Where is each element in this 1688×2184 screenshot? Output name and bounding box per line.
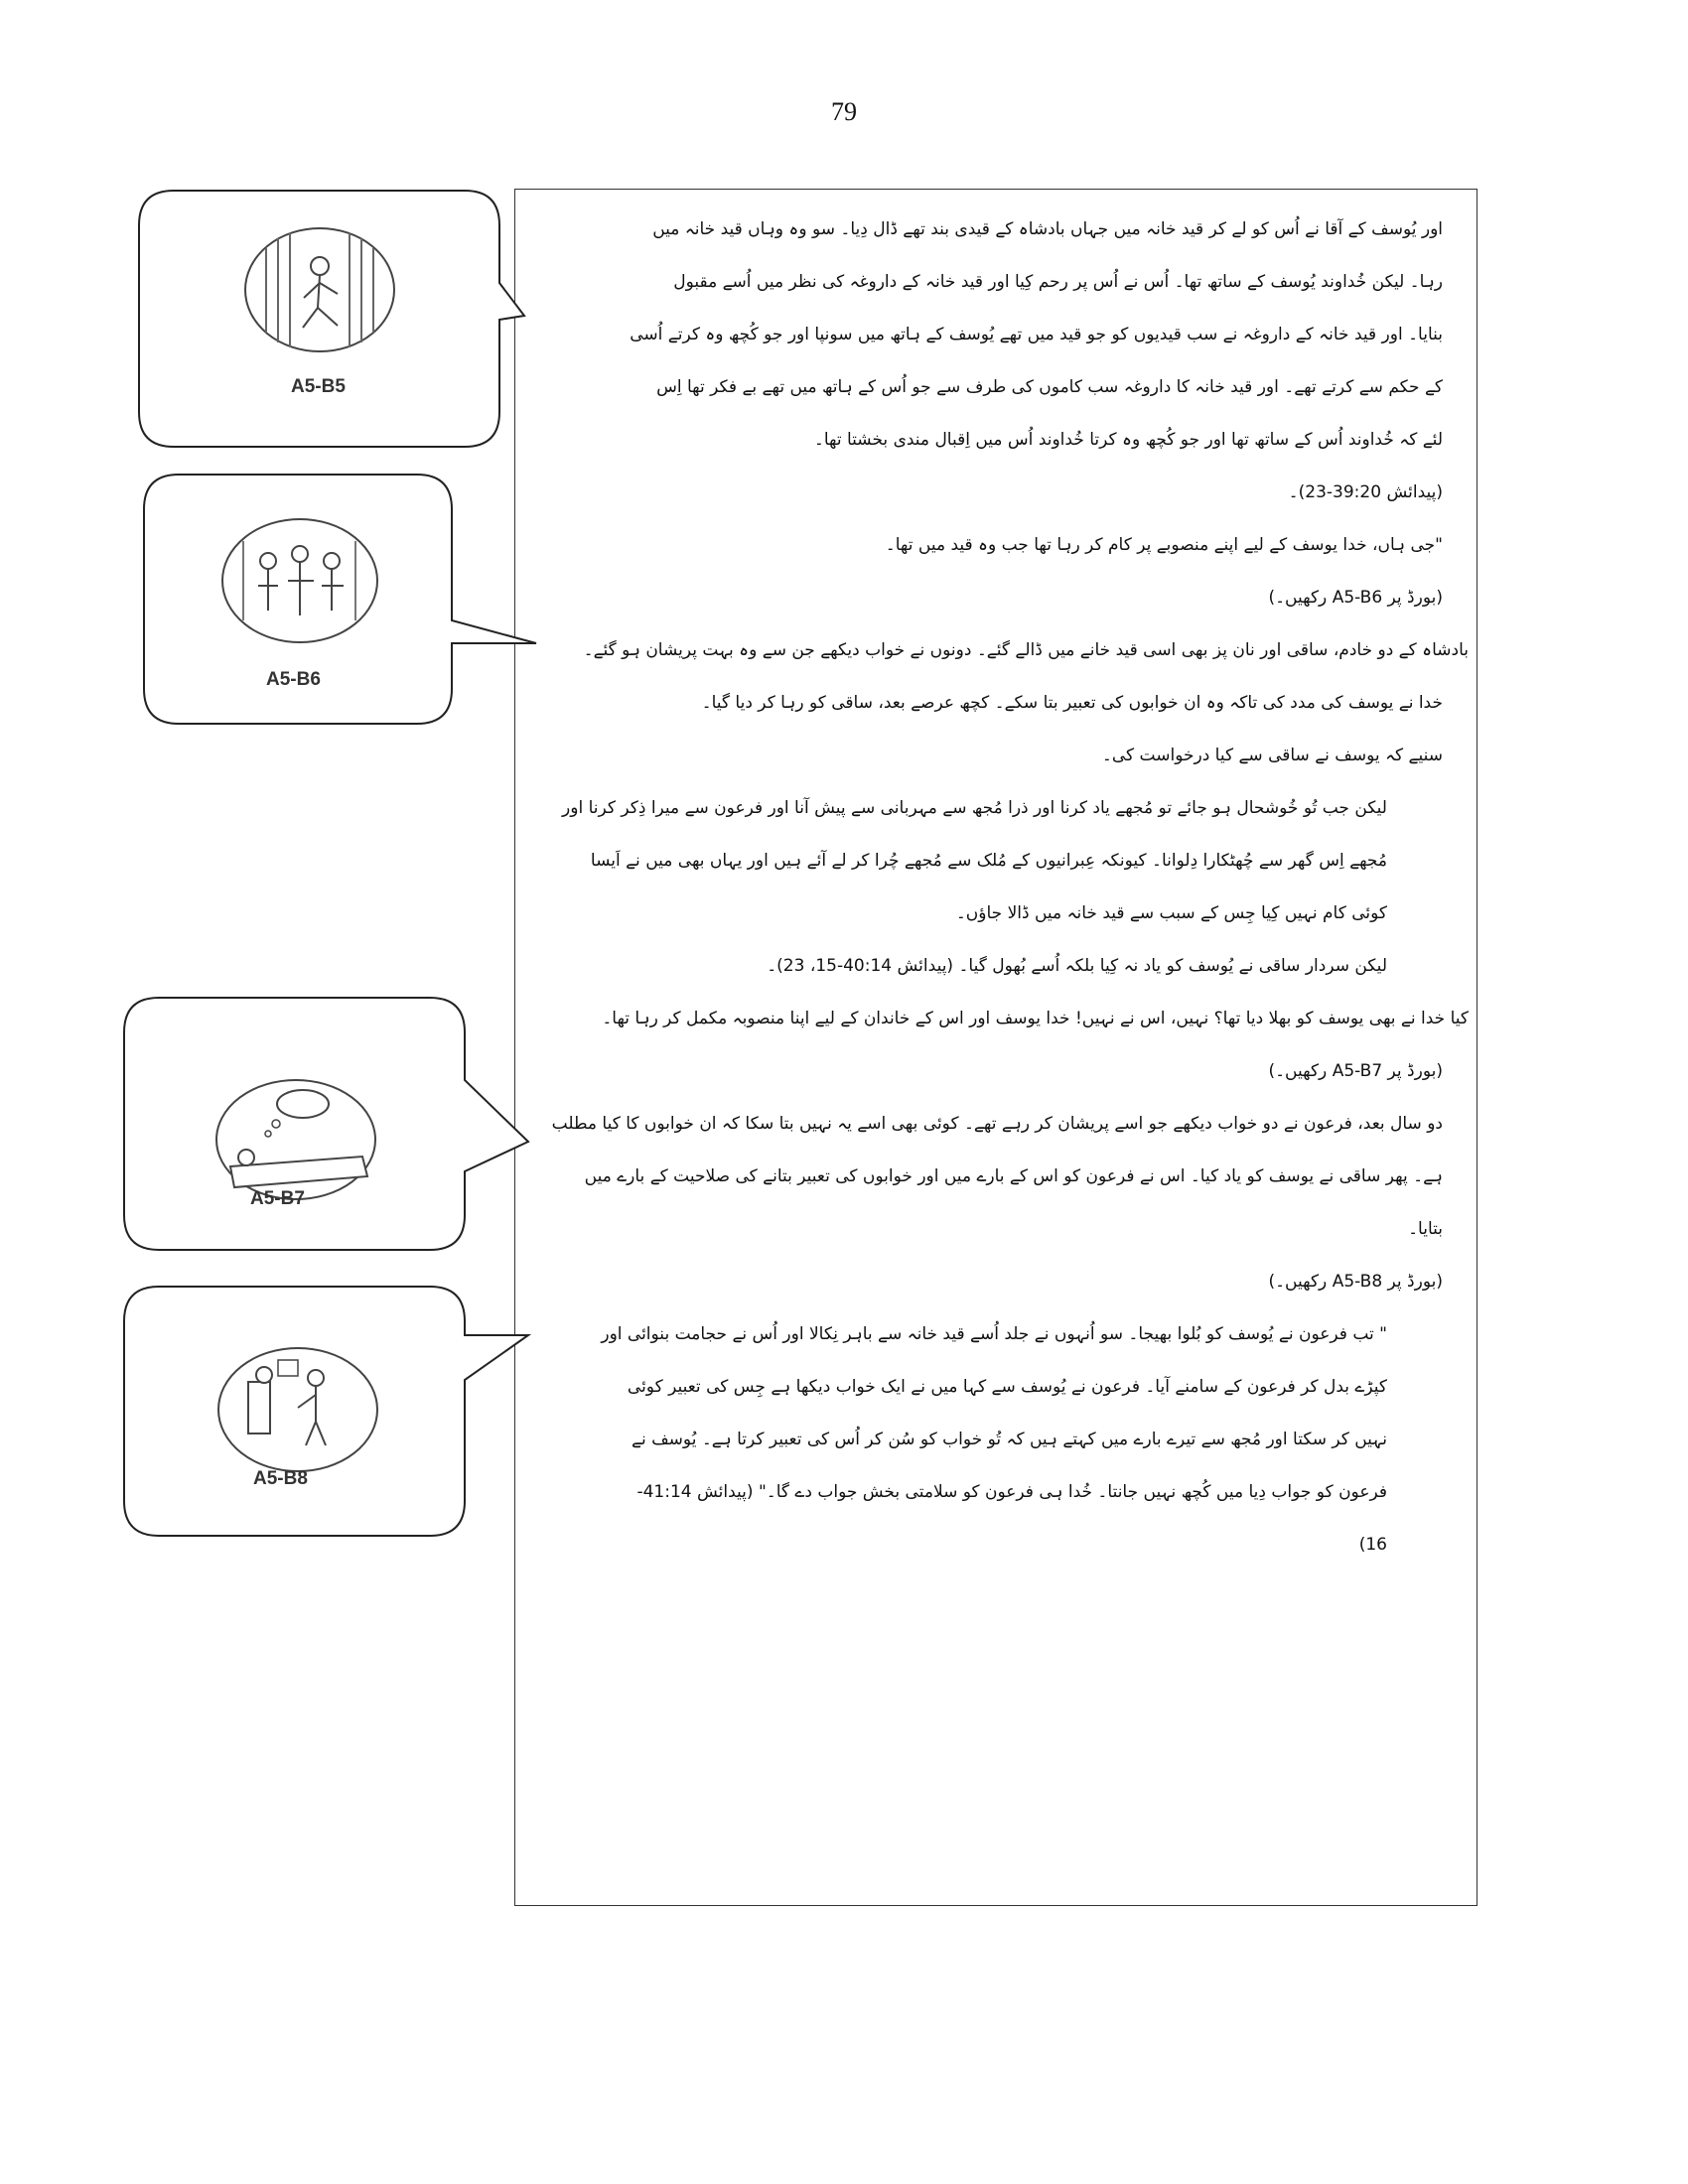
dreaming-sleeper-icon [216, 1080, 375, 1199]
picture-label: A5-B7 [250, 1188, 305, 1209]
picture-bubble-a5-b8 [124, 1287, 528, 1536]
paragraph-line: "جی ہاں، خدا یوسف کے لیے اپنے منصوبے پر کام کر رہا تھا جب وہ قید میں تھا۔ [885, 535, 1443, 555]
board-instruction: (بورڈ پر A5-B7 رکھیں۔) [1268, 1061, 1443, 1081]
paragraph-line: بادشاہ کے دو خادم، ساقی اور نان پز بھی اسی قید خانے میں ڈالے گئے۔ دونوں نے خواب دیکھے جن سے وہ بہت پریشان ہو گئے۔ [583, 640, 1469, 660]
paragraph-line: کیا خدا نے بھی یوسف کو بھلا دیا تھا؟ نہیں، اس نے نہیں! خدا یوسف اور اس کے خاندان کے لیے اپنا منصوبہ مکمل کر رہا تھا۔ [602, 1009, 1469, 1028]
paragraph-line: سنیے کہ یوسف نے ساقی سے کیا درخواست کی۔ [1101, 746, 1443, 765]
prison-cell-icon [245, 228, 394, 351]
picture-bubble-a5-b5 [139, 191, 524, 447]
paragraph-line: خدا نے یوسف کی مدد کی تاکہ وہ ان خوابوں کی تعبیر بتا سکے۔ کچھ عرصے بعد، ساقی کو رہا کر دیا گیا۔ [701, 693, 1443, 713]
page-number: 79 [831, 97, 857, 126]
paragraph-line: بنایا۔ اور قید خانہ کے داروغہ نے سب قیدیوں کو جو قید میں تھے یُوسف کے ہاتھ میں سونپا اور جو کُچھ وہ کرتے اُسی [630, 325, 1443, 344]
paragraph-line: ہے۔ پھر ساقی نے یوسف کو یاد کیا۔ اس نے فرعون کو اس کے بارے میں اور خوابوں کی تعبیر بتانے کی صلاحیت کے بارے میں [584, 1166, 1443, 1186]
picture-bubble-a5-b6 [144, 475, 536, 724]
quote-line: کپڑے بدل کر فرعون کے سامنے آیا۔ فرعون نے یُوسف سے کہا میں نے ایک خواب دیکھا ہے جِس کی تعبیر کوئی [627, 1377, 1387, 1397]
quote-line: " تب فرعون نے یُوسف کو بُلوا بھیجا۔ سو اُنہوں نے جلد اُسے قید خانہ سے باہر نِکالا اور اُس نے حجامت بنوائی اور [601, 1324, 1387, 1344]
picture-bubble-a5-b7 [124, 998, 528, 1250]
paragraph-line: لئے کہ خُداوند اُس کے ساتھ تھا اور جو کُچھ وہ کرتا خُداوند اُس میں اِقبال مندی بخشتا تھا۔ [813, 430, 1443, 450]
picture-label: A5-B8 [253, 1468, 308, 1489]
quote-line: نہیں کر سکتا اور مُجھ سے تیرے بارے میں کہتے ہیں کہ تُو خواب کو سُن کر اُس کی تعبیر کرتا ہے۔ یُوسف نے [631, 1430, 1387, 1449]
prisoners-group-icon [222, 519, 377, 642]
quote-line: لیکن جب تُو خُوشحال ہو جائے تو مُجھے یاد کرنا اور ذرا مُجھ سے مہربانی سے پیش آنا اور فرعون سے میرا ذِکر کرنا اور [562, 798, 1387, 818]
board-instruction: (بورڈ پر A5-B6 رکھیں۔) [1268, 588, 1443, 608]
quote-line: کوئی کام نہیں کِیا جِس کے سبب سے قید خانہ میں ڈالا جاؤں۔ [955, 903, 1387, 923]
paragraph-line: اور یُوسف کے آقا نے اُس کو لے کر قید خانہ میں جہاں بادشاہ کے قیدی بند تھے ڈال دِیا۔ سو وہ وہاں قید خانہ میں [652, 219, 1443, 239]
paragraph-line: کے حکم سے کرتے تھے۔ اور قید خانہ کا داروغہ سب کاموں کی طرف سے جو اُس کے ہاتھ میں تھے بے فکر تھا اِس [656, 377, 1443, 397]
scripture-reference: 16) [1358, 1535, 1387, 1555]
pharaoh-throne-icon [218, 1348, 377, 1471]
paragraph-line: بتایا۔ [1408, 1219, 1443, 1239]
picture-label: A5-B6 [266, 669, 321, 690]
quote-line: مُجھے اِس گھر سے چُھٹکارا دِلوانا۔ کیونکہ عِبرانیوں کے مُلک سے مُجھے چُرا کر لے آئے ہیں اور یہاں بھی میں نے اَیسا [590, 851, 1387, 871]
scripture-reference: (پیدائش 39:20-23)۔ [1288, 482, 1443, 502]
quote-line: لیکن سردار ساقی نے یُوسف کو یاد نہ کِیا بلکہ اُسے بُھول گیا۔ (پیدائش 40:14-15، 23)۔ [767, 956, 1387, 976]
paragraph-line: رہا۔ لیکن خُداوند یُوسف کے ساتھ تھا۔ اُس نے اُس پر رحم کِیا اور قید خانہ کے داروغہ کی نظر میں اُسے مقبول [673, 272, 1443, 292]
board-instruction: (بورڈ پر A5-B8 رکھیں۔) [1268, 1272, 1443, 1292]
picture-label: A5-B5 [291, 376, 346, 397]
quote-line: فرعون کو جواب دِیا میں کُچھ نہیں جانتا۔ خُدا ہی فرعون کو سلامتی بخش جواب دے گا۔" (پیدائش 41:14- [636, 1482, 1387, 1502]
paragraph-line: دو سال بعد، فرعون نے دو خواب دیکھے جو اسے پریشان کر رہے تھے۔ کوئی بھی اسے یہ نہیں بتا سکا کہ ان خوابوں کا کیا مطلب [551, 1114, 1443, 1134]
